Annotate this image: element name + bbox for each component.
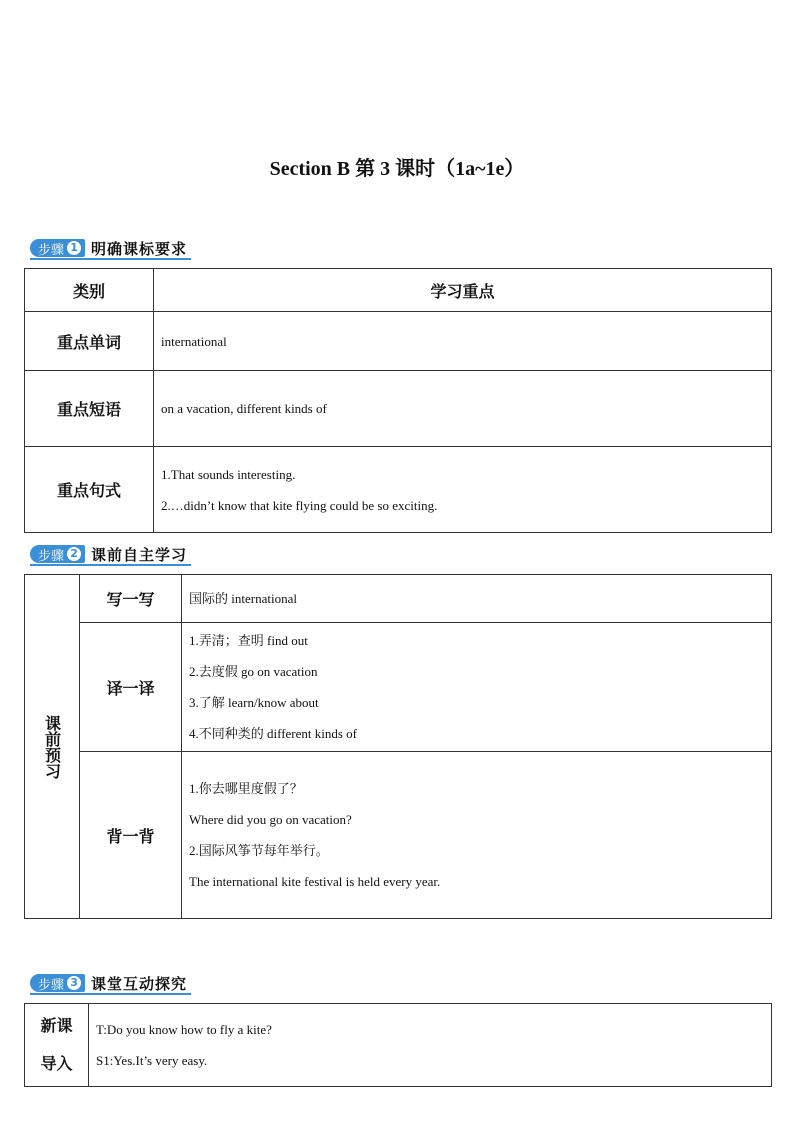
- table-row: [25, 447, 772, 533]
- step-number: 2: [67, 547, 81, 561]
- content-line: international: [161, 333, 227, 349]
- row-category: 重点短语: [25, 371, 154, 447]
- row-category: 重点单词: [25, 312, 154, 371]
- row-content: [182, 752, 772, 919]
- table-row: [25, 1004, 772, 1087]
- table-row: [25, 575, 772, 623]
- content-line: 2.国际风筝节每年举行。: [189, 843, 329, 858]
- row-category: 重点句式: [25, 447, 154, 533]
- header-category: 类别: [25, 269, 154, 312]
- content-line: T:Do you know how to fly a kite?: [96, 1022, 272, 1037]
- content-line: 国际的 international: [189, 591, 297, 606]
- lesson-intro-table: [24, 1003, 772, 1087]
- content-line: 4.不同种类的 different kinds of: [189, 726, 358, 741]
- side-label: 课前预习: [42, 714, 62, 779]
- content-line: The international kite festival is held every year.: [189, 874, 441, 889]
- row-category: [25, 1004, 89, 1087]
- content-line: 2.去度假 go on vacation: [189, 664, 318, 679]
- step-number: 1: [67, 241, 81, 255]
- content-line: on a vacation, different kinds of: [161, 401, 327, 416]
- content-line: S1:Yes.It’s very easy.: [96, 1053, 208, 1068]
- step-2-heading: [30, 544, 187, 564]
- side-label-cell: [25, 575, 80, 919]
- preview-table: [24, 574, 772, 919]
- step-title: 课前自主学习: [91, 545, 188, 564]
- content-line: 1.That sounds interesting.: [161, 466, 296, 482]
- table-row: [25, 371, 772, 447]
- table-row: [25, 312, 772, 371]
- row-category: 写一写: [80, 575, 182, 623]
- table-row: [25, 752, 772, 919]
- step-badge-text: 步骤: [38, 242, 65, 258]
- category-top: 新课: [40, 1016, 73, 1035]
- content-line: 2.…didn’t know that kite flying could be so exciting.: [161, 497, 438, 513]
- step-underline: [30, 564, 191, 566]
- row-content: [89, 1004, 772, 1087]
- step-badge: [30, 974, 85, 992]
- page-title: Section B 第 3 课时（1a~1e）: [269, 158, 525, 180]
- step-title: 明确课标要求: [91, 239, 188, 258]
- row-content: [182, 575, 772, 623]
- step-number: 3: [67, 976, 81, 990]
- row-content: [154, 447, 772, 533]
- step-badge-text: 步骤: [38, 548, 65, 564]
- row-category: 背一背: [80, 752, 182, 919]
- learning-focus-table: [24, 268, 772, 533]
- step-title: 课堂互动探究: [91, 974, 188, 993]
- step-badge-text: 步骤: [38, 977, 65, 993]
- row-content: [154, 371, 772, 447]
- step-underline: [30, 258, 191, 260]
- category-bottom: 导入: [40, 1054, 73, 1073]
- step-3-heading: [30, 973, 187, 993]
- step-badge: [30, 545, 85, 563]
- content-line: 1.弄清；查明 find out: [189, 633, 308, 648]
- row-content: [154, 312, 772, 371]
- content-line: 1.你去哪里度假了？: [189, 781, 303, 796]
- step-badge: [30, 239, 85, 257]
- row-category: 译一译: [80, 623, 182, 752]
- header-focus: 学习重点: [154, 269, 772, 312]
- content-line: 3.了解 learn/know about: [189, 695, 319, 710]
- content-line: Where did you go on vacation?: [189, 812, 352, 827]
- table-header-row: [25, 269, 772, 312]
- row-content: [182, 623, 772, 752]
- step-underline: [30, 993, 191, 995]
- step-1-heading: [30, 238, 187, 258]
- table-row: [25, 623, 772, 752]
